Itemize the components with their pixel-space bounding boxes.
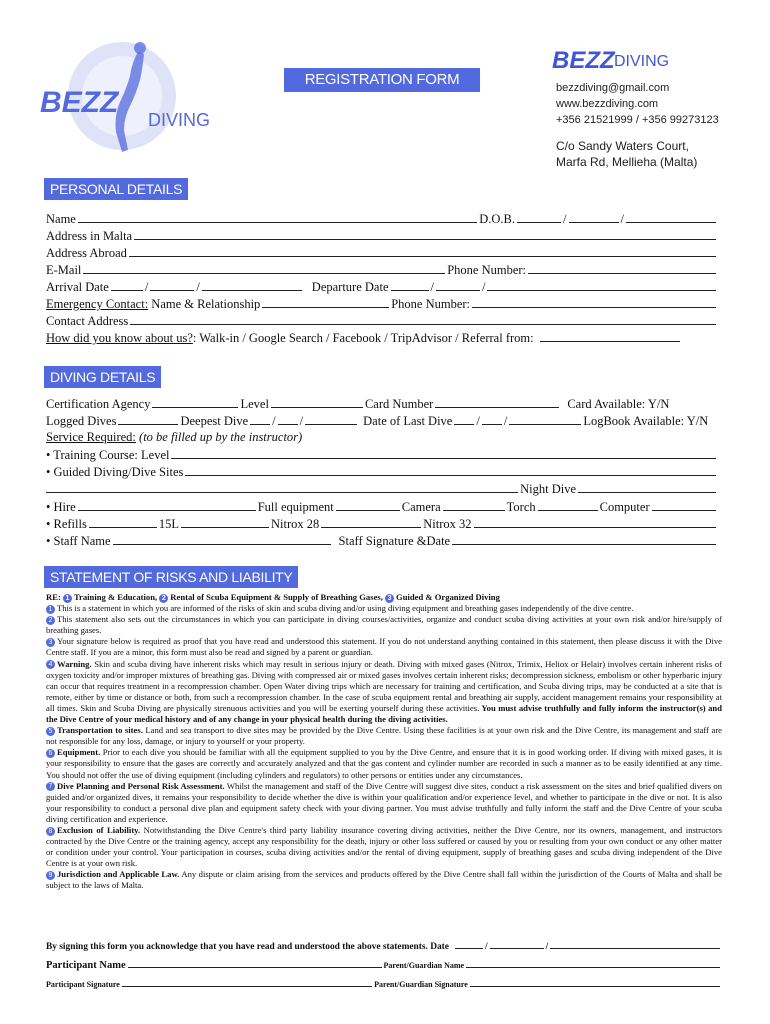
row-address-malta[interactable]: Address in Malta [46, 227, 718, 245]
personal-details-heading: PERSONAL DETAILS [44, 178, 188, 200]
participant-signature-row[interactable]: Participant Signature Parent/Guardian Signature [46, 974, 722, 989]
contact-phones: +356 21521999 / +356 99273123 [556, 114, 719, 126]
row-emergency[interactable]: Emergency Contact: Name & Relationship Phone Number: [46, 295, 718, 313]
contact-address-2: Marfa Rd, Mellieha (Malta) [556, 155, 698, 169]
row-certification[interactable]: Certification Agency Level Card Number Card Available: Y/N [46, 397, 670, 411]
logo-brand: BEZZ [40, 86, 119, 119]
participant-name-row[interactable]: Participant Name Parent/Guardian Name [46, 955, 722, 971]
page-title: REGISTRATION FORM [284, 68, 480, 92]
contact-info [556, 80, 719, 170]
acknowledge-row[interactable]: By signing this form you acknowledge that you have read and understood the above statements. Date / / [46, 936, 722, 952]
svg-text:DIVING: DIVING [614, 53, 670, 70]
diving-details-heading: DIVING DETAILS [44, 366, 161, 388]
statement-heading: STATEMENT OF RISKS AND LIABILITY [44, 566, 298, 588]
contact-address-1: C/o Sandy Waters Court, [556, 139, 689, 153]
row-refills[interactable]: • Refills 15L Nitrox 28 Nitrox 32 [46, 515, 718, 533]
logo-word: DIVING [148, 110, 211, 130]
row-service: Service Required: (to be filled up by the instructor) [46, 430, 303, 444]
row-hire[interactable]: • Hire Full equipment Camera Torch Computer [46, 498, 718, 516]
row-contact-address[interactable]: Contact Address [46, 312, 718, 330]
row-staff[interactable]: • Staff Name Staff Signature &Date [46, 532, 718, 550]
statement-text: RE: 1 Training & Education, 2 Rental of Scuba Equipment & Supply of Breathing Gases, 3 Guided & Organized Diving 1 This is a statement in which you are informed of the risks of skin and scuba diving and/or using diving equipment and breathing gases independently of the dive centre. 2 This statement also sets out the circumstances in which you can participate in diving courses/activities, organize and conduct scuba diving activities at your own risk and/or hire/supply of breathing gases. 3 Your signature below is required as proof that you have read and understood this statement. If you do not understand anything contained in this statement, then please discuss it with the Dive Centre staff. If you are a minor, this form must also be read and signed by a parent or guardian. 4 Warning. Skin and scuba diving have inherent risks which may result in serious injury or death. Diving with mixed gases (Nitrox, Trimix, Heliox or Helair) involves certain inherent risks of oxygen toxicity and/or improper mixtures of breathing gas. Diving with compressed air or mixed gases involves certain inherent risks; decompression sickness, embolism or other hyperbaric injury can occur that requires treatment in a recompression chamber. Open Water diving trips which are necessary for training and certification, and Scuba diving trips, may be conducted at a site that is remote, either by time or distance or both, from such a recompression chamber. In the case of scuba equipment rental and breathing air supply, accident management remains your responsibility at all times. Skin and Scuba Diving are physically strenuous activities and you will be exerting yourself during these activities. You must advise truthfully and fully inform the instructor(s) and the Dive Centre of your medical history and of any change in your physical health during the diving activities. 5 Transportation to sites. Land and sea transport to dive sites may be provided by the Dive Centre. Using these facilities is at your own risk and the Dive Centre, its management and staff are not responsible for any loss, damage, or injury to yourself or your property. 6 Equipment. Prior to each dive you should be familiar with all the equipment supplied to you by the Dive Centre, and ensure that it is in good working order. If diving with mixed gases, it is your responsibility to ensure that the gases are correctly and accurately analyzed and that the gas content and cylinder number are recorded in such a manner as to be easily identified at any time. You should not offer the use of diving equipment (including cylinders and regulators) to other persons or entities under any circumstances. 7 Dive Planning and Personal Risk Assessment. Whilst the management and staff of the Dive Centre will suggest dive sites, conduct a risk assessment on the sites and brief qualified divers on guided and/or organized dives, it remains your responsibility to decide whether the dive is within your qualification and/or experience level, and whether to participate in the dive or not. It is also your responsibility to conduct a personal dive plan and equipment safety check with your diving partner. You must advise truthfully and fully inform the staff and the Dive Centre of your scuba diving certification and experience. 8 Exclusion of Liability. Notwithstanding the Dive Centre's third party liability insurance covering diving activities, neither the Dive Centre, nor its owners, management, and instructors contracted by the Dive Centre or the training agency, accept any responsibility for the death, injury or other loss suffered or caused by you or resulting from your own conduct or any other matter or condition under your control. Your participation in courses, scuba diving activities and/or the rental of diving equipment, supply of breathing gases and scuba diving independent of the Dive Centre is at your own risk. 9 Jurisdiction and Applicable Law. Any dispute or claim arising from the services and products offered by the Dive Centre shall fall within the jurisdiction of the Courts of Malta and shall be subject to the laws of Malta. [46, 592, 723, 891]
row-dates[interactable]: Arrival Date / / Departure Date / / [46, 278, 718, 296]
contact-email: bezzdiving@gmail.com [556, 82, 670, 94]
row-guided[interactable]: • Guided Diving/Dive Sites [46, 463, 718, 481]
header-brand [552, 44, 692, 74]
row-how-know[interactable]: How did you know about us? : Walk-in / Google Search / Facebook / TripAdvisor / Referral from: [46, 329, 718, 347]
row-address-abroad[interactable]: Address Abroad [46, 244, 718, 262]
row-night[interactable]: Night Dive [46, 480, 718, 498]
svg-text:BEZZ: BEZZ [552, 47, 615, 74]
row-name[interactable]: Name D.O.B. / / [46, 210, 718, 228]
row-logged[interactable]: Logged Dives Deepest Dive / / Date of Last Dive / / LogBook Available: Y/N [46, 414, 709, 428]
row-email[interactable]: E-Mail Phone Number: [46, 261, 718, 279]
row-training[interactable]: • Training Course: Level [46, 446, 718, 464]
bezz-diving-logo [34, 38, 244, 156]
contact-website: www.bezzdiving.com [556, 98, 659, 110]
